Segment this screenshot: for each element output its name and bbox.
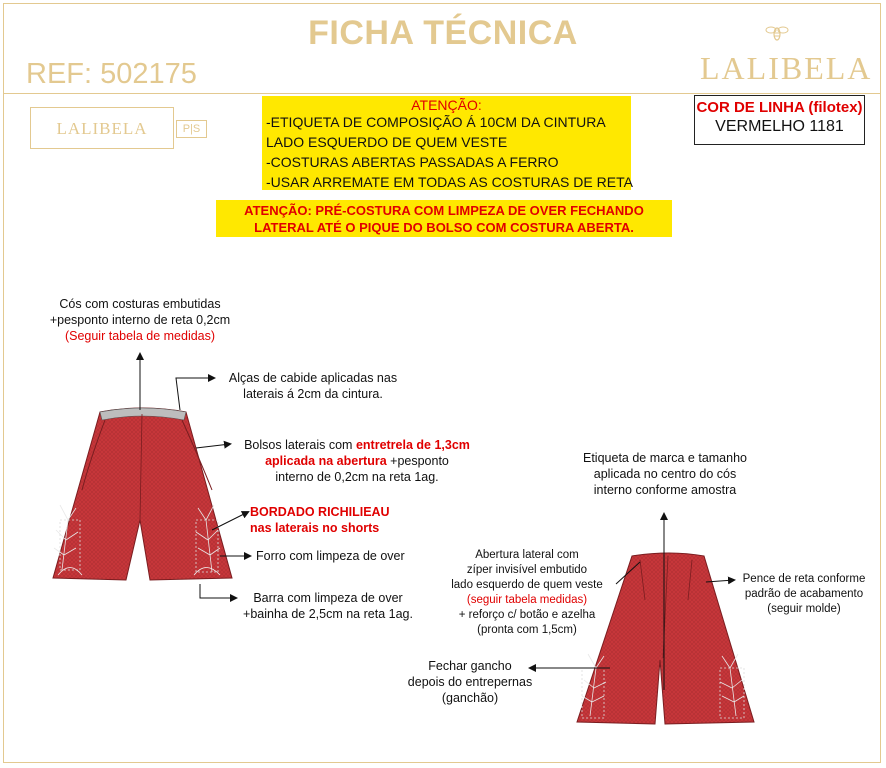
attention2-line: ATENÇÃO: PRÉ-COSTURA COM LIMPEZA DE OVER FECHANDO	[244, 203, 644, 218]
reference-code: REF: 502175	[26, 58, 197, 90]
note-crotch	[400, 658, 540, 706]
thread-color-value: VERMELHO 1181	[715, 118, 844, 135]
note-text: +pesponto	[386, 454, 449, 468]
note-line: interno de 0,2cm na reta 1ag.	[275, 470, 439, 484]
note-brand-label	[560, 450, 770, 498]
note-line: +pesponto interno de reta 0,2cm	[49, 313, 231, 327]
attention-line: LADO ESQUERDO DE QUEM VESTE	[266, 134, 508, 150]
size-label: P|S	[176, 120, 207, 138]
note-pockets	[232, 437, 482, 485]
note-zipper	[432, 548, 622, 638]
note-line: (Seguir tabela de medidas)	[64, 329, 216, 343]
note-line: (seguir molde)	[767, 603, 841, 615]
note-line: (seguir tabela medidas)	[466, 594, 588, 606]
note-line: Fechar gancho	[428, 659, 512, 673]
brand-logo: LALIBELA	[700, 50, 873, 86]
note-line: Etiqueta de marca e tamanho	[583, 451, 747, 465]
note-line: depois do entrepernas	[407, 675, 533, 689]
note-line: (pronta com 1,5cm)	[477, 624, 577, 636]
note-hem	[238, 590, 418, 622]
note-line: laterais á 2cm da cintura.	[243, 387, 383, 401]
attention-line: -ETIQUETA DE COMPOSIÇÃO Á 10CM DA CINTURA	[266, 114, 606, 130]
note-embroidery	[250, 504, 410, 536]
attention-line: -COSTURAS ABERTAS PASSADAS A FERRO	[266, 154, 559, 170]
attention2-line: LATERAL ATÉ O PIQUE DO BOLSO COM COSTURA ABERTA.	[254, 220, 634, 235]
note-line: interno conforme amostra	[593, 483, 737, 497]
brand-label: LALIBELA	[30, 107, 174, 149]
note-hanger-loops	[218, 370, 408, 402]
note-waistband	[20, 296, 260, 344]
note-line: Barra com limpeza de over	[253, 591, 403, 605]
note-line: Abertura lateral com	[475, 549, 579, 561]
note-highlight: entretrela de 1,3cm	[355, 438, 470, 452]
attention-title: ATENÇÃO:	[411, 97, 482, 113]
page-title: FICHA TÉCNICA	[308, 14, 578, 52]
note-line: (ganchão)	[441, 691, 499, 705]
note-line: lado esquerdo de quem veste	[451, 579, 603, 591]
note-highlight: aplicada na abertura	[265, 454, 387, 468]
attention-line: -USAR ARREMATE EM TODAS AS COSTURAS DE RETA	[266, 174, 633, 190]
note-line: Alças de cabide aplicadas nas	[228, 371, 398, 385]
note-text: Bolsos laterais com	[244, 438, 356, 452]
note-line: padrão de acabamento	[744, 588, 864, 600]
note-dart	[734, 572, 874, 617]
note-line: Pence de reta conforme	[742, 573, 866, 585]
note-line: Cós com costuras embutidas	[59, 297, 221, 311]
note-line: BORDADO RICHILIEAU	[250, 505, 390, 519]
note-line: + reforço c/ botão e azelha	[458, 609, 596, 621]
front-shorts	[53, 408, 232, 580]
note-lining: Forro com limpeza de over	[256, 549, 405, 563]
note-line: zíper invisível embutido	[466, 564, 588, 576]
note-line: +bainha de 2,5cm na reta 1ag.	[243, 607, 413, 621]
note-line: aplicada no centro do cós	[593, 467, 737, 481]
note-line: nas laterais no shorts	[250, 521, 380, 535]
thread-color-title: COR DE LINHA (filotex)	[696, 99, 863, 116]
